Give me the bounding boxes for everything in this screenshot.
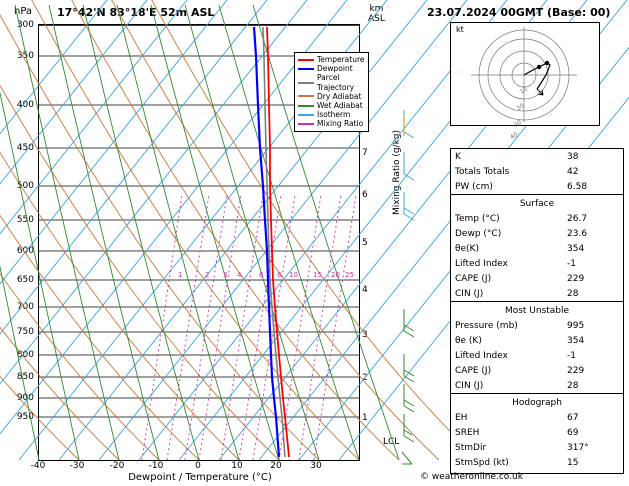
row-label: θe(K) <box>455 243 479 254</box>
hodograph-unit-label: kt <box>456 25 464 34</box>
svg-text:40: 40 <box>509 131 520 142</box>
height-tick: 7 <box>362 148 368 158</box>
wind-barb-column <box>396 24 422 464</box>
row-label: Pressure (mb) <box>455 320 518 331</box>
pressure-tick: 800 <box>16 350 34 360</box>
row-value: 38 <box>567 151 579 162</box>
wind-barb <box>404 414 414 442</box>
legend-swatch-mixing-ratio <box>298 123 314 125</box>
indices-table-body <box>451 149 623 470</box>
svg-text:30: 30 <box>512 118 523 129</box>
model-run-title: 23.07.2024 00GMT (Base: 00) <box>427 6 611 19</box>
hodograph-storm-vector <box>537 89 543 95</box>
row-label: Lifted Index <box>455 258 508 269</box>
row-label: K <box>455 151 461 162</box>
row-value: 28 <box>567 380 579 391</box>
wind-barb <box>404 110 414 138</box>
wind-barb <box>404 354 414 382</box>
table-row <box>451 179 623 195</box>
section-title: Surface <box>451 195 623 212</box>
row-label: Temp (°C) <box>455 213 500 224</box>
legend-item <box>298 64 365 73</box>
legend-swatch-isotherm <box>298 114 314 116</box>
row-value: -1 <box>567 350 576 361</box>
row-label: PW (cm) <box>455 181 493 192</box>
height-tick: 4 <box>362 285 368 295</box>
legend-item <box>298 55 365 64</box>
table-row <box>451 410 623 425</box>
row-label: Totals Totals <box>455 166 510 177</box>
row-value: 28 <box>567 288 579 299</box>
table-row <box>451 348 623 363</box>
table-row <box>451 318 623 333</box>
wind-barb <box>404 384 414 412</box>
temperature-tick: 0 <box>195 461 201 471</box>
row-value: 229 <box>567 273 585 284</box>
svg-text:4: 4 <box>237 271 242 279</box>
svg-text:2: 2 <box>205 271 210 279</box>
hodograph-svg <box>451 23 597 142</box>
section-title: Hodograph <box>451 394 623 411</box>
height-tick: 2 <box>362 373 368 383</box>
height-tick: 1 <box>362 413 368 423</box>
row-label: θe (K) <box>455 335 482 346</box>
height-axis-unit-asl: ASL <box>368 14 385 24</box>
legend-label: Temperature <box>317 55 365 64</box>
svg-text:8: 8 <box>277 271 282 279</box>
temperature-tick: 20 <box>270 461 282 471</box>
row-label: CIN (J) <box>455 380 484 391</box>
pressure-tick: 650 <box>16 275 34 285</box>
indices-table <box>450 148 624 474</box>
row-value: 42 <box>567 166 579 177</box>
row-value: 317° <box>567 442 589 453</box>
wind-barb <box>402 452 412 464</box>
legend-item <box>298 73 365 91</box>
pressure-tick: 350 <box>16 51 34 61</box>
row-value: 354 <box>567 335 585 346</box>
legend-label: Dewpoint <box>317 64 353 74</box>
pressure-tick: 450 <box>16 143 34 153</box>
row-value: 6.58 <box>567 181 588 192</box>
legend-swatch-temperature <box>298 59 314 61</box>
row-label: Lifted Index <box>455 350 508 361</box>
legend-label: Parcel Trajectory <box>317 73 355 92</box>
temperature-tick: -20 <box>109 461 125 471</box>
row-value: 15 <box>567 457 579 468</box>
temperature-tick: -30 <box>69 461 85 471</box>
wind-barb <box>404 152 414 180</box>
table-row <box>451 226 623 241</box>
station-title: 17°42'N 83°18'E 52m ASL <box>57 6 215 19</box>
lcl-label: LCL <box>383 437 400 447</box>
legend-item <box>298 92 365 101</box>
svg-text:6: 6 <box>259 271 264 279</box>
row-value: 69 <box>567 427 579 438</box>
table-row <box>451 425 623 440</box>
row-label: CIN (J) <box>455 288 484 299</box>
row-label: StmDir <box>455 442 487 453</box>
legend-swatch-parcel <box>298 82 314 84</box>
pressure-axis-unit: hPa <box>14 6 33 17</box>
temperature-tick: -10 <box>148 461 164 471</box>
legend-swatch-dewpoint <box>298 68 314 70</box>
row-label: CAPE (J) <box>455 273 492 284</box>
section-header-most-unstable <box>451 302 623 319</box>
section-title: Most Unstable <box>451 302 623 319</box>
row-value: 67 <box>567 412 579 423</box>
table-row <box>451 455 623 470</box>
temperature-line <box>267 27 289 457</box>
pressure-tick: 750 <box>16 327 34 337</box>
table-row <box>451 286 623 302</box>
row-label: StmSpd (kt) <box>455 457 509 468</box>
pressure-tick: 550 <box>16 215 34 225</box>
wind-barb <box>404 192 414 220</box>
height-axis-unit-km: km <box>369 4 384 14</box>
table-row <box>451 241 623 256</box>
row-value: 26.7 <box>567 213 588 224</box>
table-row <box>451 149 623 164</box>
legend-label: Mixing Ratio <box>317 119 364 129</box>
legend-swatch-dry-adiabat <box>298 95 314 97</box>
row-value: 995 <box>567 320 585 331</box>
temperature-tick: -40 <box>30 461 46 471</box>
table-row <box>451 271 623 286</box>
hodograph-panel[interactable] <box>450 22 600 142</box>
table-row <box>451 378 623 394</box>
svg-text:20: 20 <box>331 271 340 279</box>
svg-text:1: 1 <box>178 271 183 279</box>
wind-barb <box>404 309 414 337</box>
temperature-tick: 30 <box>310 461 322 471</box>
legend-swatch-wet-adiabat <box>298 105 314 107</box>
svg-text:15: 15 <box>313 271 322 279</box>
mixing-ratio-axis-title: Mixing Ratio (g/kg) <box>392 129 402 215</box>
row-label: SREH <box>455 427 480 438</box>
height-tick: 6 <box>362 190 368 200</box>
section-header-surface <box>451 195 623 212</box>
row-label: EH <box>455 412 468 423</box>
row-value: -1 <box>567 258 576 269</box>
section-header-hodograph <box>451 394 623 411</box>
height-tick: 3 <box>362 330 368 340</box>
legend-label: Isotherm <box>317 110 351 120</box>
table-row <box>451 440 623 455</box>
row-label: Dewp (°C) <box>455 228 502 239</box>
legend-label: Dry Adiabat <box>317 91 362 101</box>
pressure-tick: 950 <box>16 412 34 422</box>
table-row <box>451 363 623 378</box>
skewt-plot-area[interactable] <box>38 24 365 461</box>
legend-item <box>298 119 365 128</box>
pressure-tick: 700 <box>16 302 34 312</box>
pressure-tick: 600 <box>16 246 34 256</box>
chart-legend <box>294 52 369 132</box>
pressure-tick: 500 <box>16 181 34 191</box>
svg-text:25: 25 <box>345 271 354 279</box>
height-tick: 5 <box>362 238 368 248</box>
right-panel <box>424 0 629 486</box>
row-value: 23.6 <box>567 228 588 239</box>
copyright-notice: © weatheronline.co.uk <box>420 472 523 482</box>
table-row <box>451 211 623 226</box>
svg-text:10: 10 <box>518 85 529 96</box>
legend-item <box>298 101 365 110</box>
table-row <box>451 256 623 271</box>
svg-text:3: 3 <box>223 271 228 279</box>
svg-text:20: 20 <box>515 102 526 113</box>
row-label: CAPE (J) <box>455 365 492 376</box>
temperature-tick: 10 <box>231 461 243 471</box>
table-row <box>451 164 623 179</box>
legend-label: Wet Adiabat <box>317 101 363 111</box>
svg-text:10: 10 <box>289 271 298 279</box>
row-value: 229 <box>567 365 585 376</box>
legend-item <box>298 110 365 119</box>
pressure-tick: 900 <box>16 393 34 403</box>
pressure-tick: 300 <box>16 20 34 30</box>
pressure-tick: 850 <box>16 372 34 382</box>
pressure-tick: 400 <box>16 100 34 110</box>
row-value: 354 <box>567 243 585 254</box>
table-row <box>451 333 623 348</box>
x-axis-title: Dewpoint / Temperature (°C) <box>128 472 272 483</box>
